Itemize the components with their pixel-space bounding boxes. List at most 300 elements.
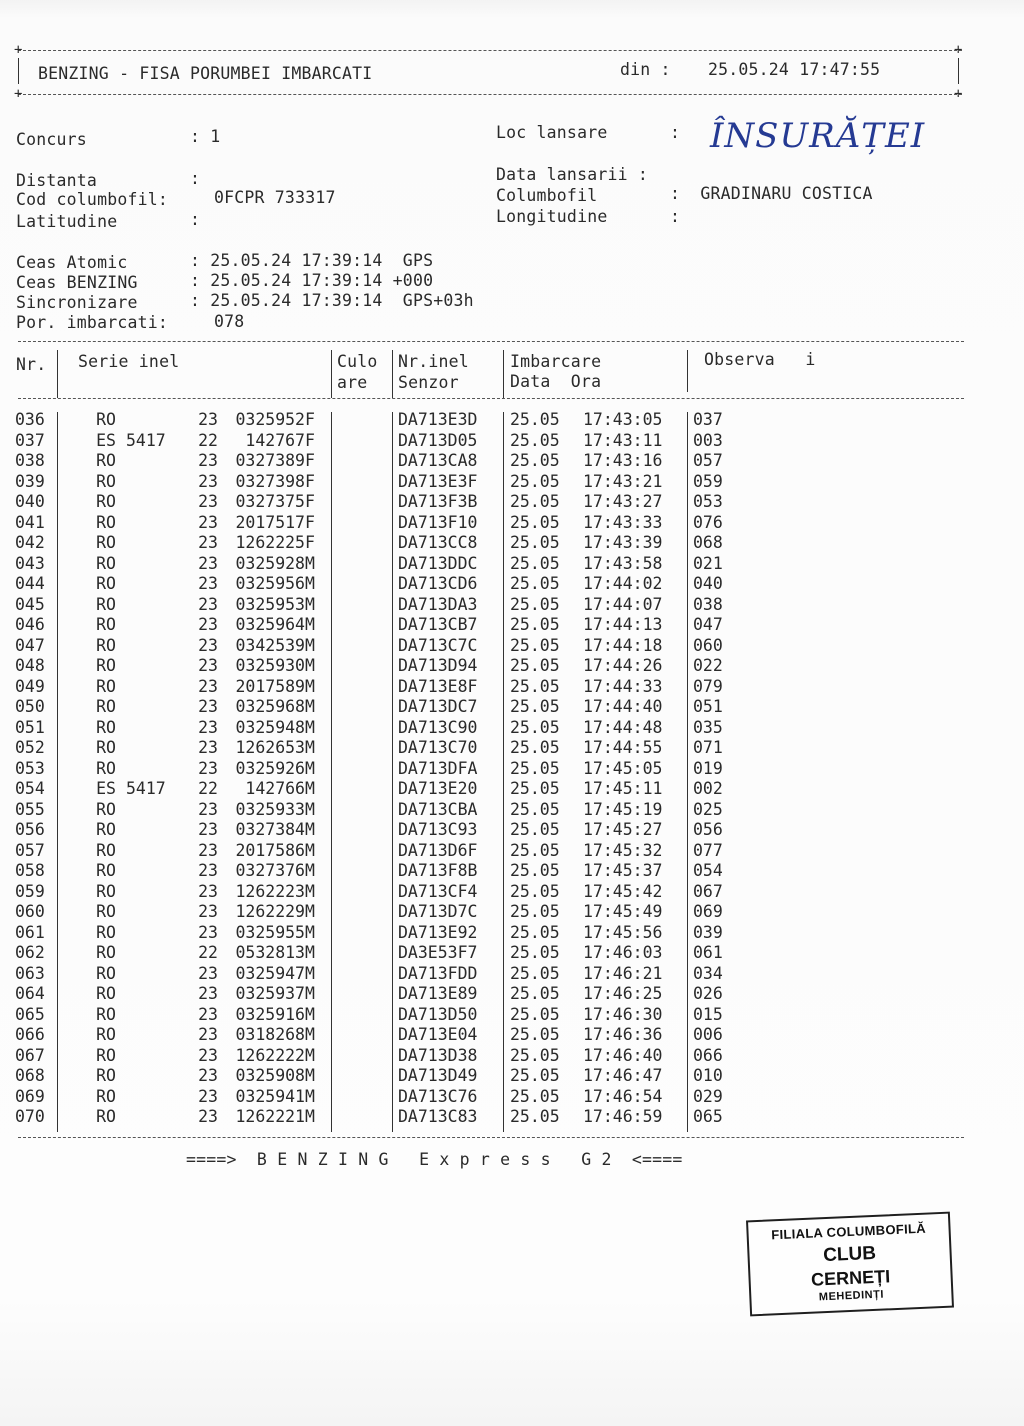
table-row [0, 964, 1024, 985]
row-sex: F [305, 471, 315, 491]
row-date: 25.05 [510, 430, 560, 450]
row-nr: 068 [15, 1066, 45, 1085]
row-country: RO [96, 656, 116, 675]
row-nr: 039 [15, 471, 45, 491]
table-row [0, 1025, 1024, 1046]
row-sensor-id: DA713D49 [398, 1066, 478, 1085]
row-ring-number: 0325953 [235, 594, 305, 614]
row-year: 23 [198, 676, 218, 696]
row-ring-number: 142766 [245, 779, 305, 798]
row-sex: F [305, 533, 315, 552]
row-observatii: 077 [693, 840, 723, 860]
row-observatii: 034 [693, 963, 723, 983]
col-header-culoare-2: are [337, 373, 368, 392]
row-country: RO [96, 574, 116, 593]
row-nr: 066 [15, 1025, 45, 1044]
table-row [0, 820, 1024, 841]
row-date: 25.05 [510, 1004, 560, 1024]
row-country: RO [96, 1045, 116, 1065]
concurs-label: Concurs [16, 130, 87, 149]
row-nr: 043 [15, 553, 45, 573]
row-nr: 042 [15, 533, 45, 552]
table-row [0, 697, 1024, 718]
row-country: RO [96, 820, 116, 839]
row-observatii: 069 [693, 902, 723, 921]
row-sex: M [305, 738, 315, 757]
row-sensor-id: DA713CF4 [398, 881, 478, 901]
row-sex: M [305, 717, 315, 737]
row-ring-number: 2017517 [235, 512, 305, 532]
row-nr: 053 [15, 758, 45, 778]
sincronizare-value: : 25.05.24 17:39:14 GPS+03h [190, 291, 474, 310]
row-time: 17:46:59 [583, 1107, 663, 1126]
row-country: RO [96, 902, 116, 921]
row-sex: M [305, 635, 315, 655]
row-observatii: 071 [693, 738, 723, 757]
row-nr: 037 [15, 430, 45, 450]
table-row [0, 677, 1024, 698]
row-sensor-id: DA713CA8 [398, 451, 478, 470]
row-nr: 041 [15, 512, 45, 532]
row-nr: 061 [15, 922, 45, 942]
ceas-atomic-label: Ceas Atomic [16, 253, 128, 272]
row-observatii: 003 [693, 430, 723, 450]
row-country: RO [96, 922, 116, 942]
row-ring-number: 0325968 [235, 697, 305, 716]
col-header-nr-inel-1: Nr.inel [398, 352, 469, 371]
row-ring-number: 0327389 [235, 451, 305, 470]
row-sex: F [305, 451, 315, 470]
row-country: RO [96, 410, 116, 429]
row-observatii: 051 [693, 697, 723, 716]
row-ring-number: 0325955 [235, 922, 305, 942]
row-year: 23 [198, 1066, 218, 1085]
row-ring-number: 142767 [245, 430, 305, 450]
row-time: 17:43:39 [583, 533, 663, 552]
row-observatii: 068 [693, 533, 723, 552]
table-row [0, 451, 1024, 472]
table-row [0, 636, 1024, 657]
row-observatii: 060 [693, 635, 723, 655]
row-date: 25.05 [510, 1025, 560, 1044]
footer-banner: ====> B E N Z I N G E x p r e s s G 2 <==== [186, 1150, 683, 1169]
row-time: 17:44:07 [583, 594, 663, 614]
row-ring-number: 0318268 [235, 1025, 305, 1044]
row-time: 17:44:55 [583, 738, 663, 757]
row-year: 23 [198, 1045, 218, 1065]
loc-lansare-label: Loc lansare [496, 123, 608, 142]
row-time: 17:46:54 [583, 1086, 663, 1106]
row-country: RO [96, 881, 116, 901]
table-row [0, 841, 1024, 862]
row-sensor-id: DA713E89 [398, 984, 478, 1003]
row-country: RO [96, 451, 116, 470]
table-header-bottom-border [18, 398, 964, 399]
row-observatii: 026 [693, 984, 723, 1003]
row-sex: M [305, 656, 315, 675]
row-nr: 059 [15, 881, 45, 901]
corner-mark: + [954, 42, 963, 58]
row-country: RO [96, 758, 116, 778]
row-ring-number: 0325933 [235, 799, 305, 819]
row-date: 25.05 [510, 615, 560, 634]
table-bottom-border [18, 1137, 964, 1138]
row-time: 17:43:05 [583, 410, 663, 429]
row-time: 17:45:27 [583, 820, 663, 839]
row-ring-number: 1262653 [235, 738, 305, 757]
row-country: RO [96, 533, 116, 552]
row-sensor-id: DA713D94 [398, 656, 478, 675]
row-time: 17:44:02 [583, 574, 663, 593]
row-sensor-id: DA713C70 [398, 738, 478, 757]
row-sensor-id: DA713D05 [398, 430, 478, 450]
row-nr: 069 [15, 1086, 45, 1106]
row-observatii: 054 [693, 861, 723, 880]
row-observatii: 057 [693, 451, 723, 470]
table-row [0, 902, 1024, 923]
row-sex: F [305, 492, 315, 511]
row-nr: 049 [15, 676, 45, 696]
row-ring-number: 0325941 [235, 1086, 305, 1106]
row-nr: 070 [15, 1107, 45, 1126]
row-country: ES [96, 779, 116, 798]
row-sensor-id: DA713D38 [398, 1045, 478, 1065]
row-ring-number: 0325956 [235, 574, 305, 593]
row-ring-number: 1262229 [235, 902, 305, 921]
row-observatii: 010 [693, 1066, 723, 1085]
row-country: RO [96, 799, 116, 819]
row-nr: 067 [15, 1045, 45, 1065]
row-ring-number: 0327398 [235, 471, 305, 491]
row-year: 23 [198, 410, 218, 429]
row-sex: M [305, 861, 315, 880]
row-sex: M [305, 799, 315, 819]
row-sex: M [305, 963, 315, 983]
row-year: 23 [198, 820, 218, 839]
row-nr: 050 [15, 697, 45, 716]
row-sensor-id: DA713DA3 [398, 594, 478, 614]
row-sex: M [305, 676, 315, 696]
row-time: 17:44:40 [583, 697, 663, 716]
longitudine-sep: : [670, 207, 681, 226]
row-time: 17:45:19 [583, 799, 663, 819]
row-time: 17:46:21 [583, 963, 663, 983]
row-country: RO [96, 984, 116, 1003]
row-nr: 062 [15, 943, 45, 962]
row-ring-number: 1262223 [235, 881, 305, 901]
row-sex: F [305, 410, 315, 429]
row-date: 25.05 [510, 738, 560, 757]
row-date: 25.05 [510, 656, 560, 675]
row-year: 23 [198, 471, 218, 491]
row-nr: 046 [15, 615, 45, 634]
row-date: 25.05 [510, 881, 560, 901]
col-header-nr: Nr. [16, 355, 47, 374]
table-row [0, 738, 1024, 759]
stamp-line-2: CLUB [822, 1242, 877, 1267]
row-observatii: 015 [693, 1004, 723, 1024]
row-date: 25.05 [510, 1045, 560, 1065]
row-year: 23 [198, 717, 218, 737]
row-ring-number: 0327376 [235, 861, 305, 880]
sincronizare-label: Sincronizare [16, 293, 138, 312]
row-year: 23 [198, 594, 218, 614]
row-sensor-id: DA713FDD [398, 963, 478, 983]
table-row [0, 554, 1024, 575]
row-observatii: 059 [693, 471, 723, 491]
row-sex: M [305, 922, 315, 942]
row-time: 17:43:27 [583, 492, 663, 511]
col-separator [57, 350, 58, 398]
row-year: 22 [198, 943, 218, 962]
row-time: 17:44:48 [583, 717, 663, 737]
row-year: 23 [198, 861, 218, 880]
row-sex: M [305, 594, 315, 614]
row-sensor-id: DA713E20 [398, 779, 478, 798]
row-sensor-id: DA713E8F [398, 676, 478, 696]
row-observatii: 006 [693, 1025, 723, 1044]
row-ring-number: 2017589 [235, 676, 305, 696]
row-sex: M [305, 902, 315, 921]
row-date: 25.05 [510, 861, 560, 880]
row-sensor-id: DA713D6F [398, 840, 478, 860]
row-date: 25.05 [510, 984, 560, 1003]
row-time: 17:45:37 [583, 861, 663, 880]
row-country: RO [96, 1025, 116, 1044]
row-ring-number: 1262222 [235, 1045, 305, 1065]
row-ring-number: 0325928 [235, 553, 305, 573]
row-country: RO [96, 943, 116, 962]
row-time: 17:43:11 [583, 430, 663, 450]
row-time: 17:45:49 [583, 902, 663, 921]
row-sensor-id: DA713CD6 [398, 574, 478, 593]
row-sex: M [305, 1045, 315, 1065]
row-date: 25.05 [510, 574, 560, 593]
table-row [0, 984, 1024, 1005]
table-row [0, 1066, 1024, 1087]
row-sensor-id: DA713F3B [398, 492, 478, 511]
row-nr: 044 [15, 574, 45, 593]
row-ring-number: 0325952 [235, 410, 305, 429]
row-observatii: 066 [693, 1045, 723, 1065]
header-left-border [18, 58, 19, 84]
table-row [0, 1107, 1024, 1128]
row-club-code: 5417 [126, 779, 166, 798]
row-year: 23 [198, 615, 218, 634]
row-year: 23 [198, 840, 218, 860]
row-sensor-id: DA713E3F [398, 471, 478, 491]
table-row [0, 718, 1024, 739]
row-sensor-id: DA713E3D [398, 410, 478, 429]
col-separator [503, 350, 504, 398]
cod-columbofil-label: Cod columbofil: [16, 190, 169, 209]
corner-mark: + [954, 86, 963, 102]
row-sensor-id: DA713CB7 [398, 615, 478, 634]
row-ring-number: 0327375 [235, 492, 305, 511]
club-stamp [746, 1212, 954, 1317]
latitudine-label: Latitudine [16, 212, 118, 231]
col-header-serie-inel: Serie inel [78, 352, 180, 371]
stamp-line-4: MEHEDINȚI [818, 1288, 885, 1304]
row-sex: M [305, 881, 315, 901]
row-sex: M [305, 1107, 315, 1126]
row-ring-number: 0325964 [235, 615, 305, 634]
table-row [0, 759, 1024, 780]
row-observatii: 053 [693, 492, 723, 511]
row-year: 23 [198, 984, 218, 1003]
row-observatii: 019 [693, 758, 723, 778]
header-top-border [18, 50, 962, 51]
row-time: 17:43:33 [583, 512, 663, 532]
row-nr: 063 [15, 963, 45, 983]
latitudine-sep: : [190, 210, 201, 229]
row-sensor-id: DA713C93 [398, 820, 478, 839]
row-time: 17:46:36 [583, 1025, 663, 1044]
row-date: 25.05 [510, 717, 560, 737]
row-sex: M [305, 943, 315, 962]
row-sensor-id: DA713D50 [398, 1004, 478, 1024]
row-time: 17:45:11 [583, 779, 663, 798]
row-country: RO [96, 717, 116, 737]
row-time: 17:44:13 [583, 615, 663, 634]
row-observatii: 021 [693, 553, 723, 573]
din-label: din : [620, 60, 671, 79]
row-date: 25.05 [510, 594, 560, 614]
row-time: 17:43:21 [583, 471, 663, 491]
row-time: 17:46:30 [583, 1004, 663, 1024]
row-sensor-id: DA713C83 [398, 1107, 478, 1126]
table-row [0, 472, 1024, 493]
row-nr: 047 [15, 635, 45, 655]
row-sex: M [305, 553, 315, 573]
row-country: RO [96, 615, 116, 634]
row-nr: 038 [15, 451, 45, 470]
row-country: RO [96, 635, 116, 655]
row-year: 23 [198, 881, 218, 901]
row-nr: 057 [15, 840, 45, 860]
row-ring-number: 1262221 [235, 1107, 305, 1126]
row-sex: M [305, 840, 315, 860]
row-country: RO [96, 492, 116, 511]
row-ring-number: 0325948 [235, 717, 305, 737]
row-year: 23 [198, 451, 218, 470]
distanta-label: Distanta [16, 171, 98, 190]
row-country: RO [96, 1004, 116, 1024]
row-country: RO [96, 1086, 116, 1106]
table-top-border [18, 341, 964, 342]
row-nr: 036 [15, 410, 45, 429]
col-separator [687, 350, 688, 392]
row-sensor-id: DA713C76 [398, 1086, 478, 1106]
row-observatii: 002 [693, 779, 723, 798]
row-sex: M [305, 697, 315, 716]
row-year: 23 [198, 533, 218, 552]
table-row [0, 431, 1024, 452]
row-date: 25.05 [510, 471, 560, 491]
row-time: 17:45:05 [583, 758, 663, 778]
row-time: 17:46:25 [583, 984, 663, 1003]
row-date: 25.05 [510, 533, 560, 552]
header-bottom-border [18, 94, 962, 95]
row-year: 23 [198, 799, 218, 819]
row-ring-number: 0325947 [235, 963, 305, 983]
row-date: 25.05 [510, 963, 560, 983]
row-country: RO [96, 471, 116, 491]
row-year: 23 [198, 963, 218, 983]
row-observatii: 065 [693, 1107, 723, 1126]
table-row [0, 882, 1024, 903]
row-country: RO [96, 840, 116, 860]
row-date: 25.05 [510, 635, 560, 655]
row-date: 25.05 [510, 492, 560, 511]
row-year: 23 [198, 574, 218, 593]
table-row [0, 574, 1024, 595]
row-sensor-id: DA713DFA [398, 758, 478, 778]
row-nr: 055 [15, 799, 45, 819]
table-row [0, 595, 1024, 616]
row-date: 25.05 [510, 451, 560, 470]
concurs-value: : 1 [190, 127, 221, 146]
row-observatii: 076 [693, 512, 723, 532]
row-sensor-id: DA713D7C [398, 902, 478, 921]
por-imbarcati-value: 078 [214, 312, 245, 331]
row-observatii: 079 [693, 676, 723, 696]
row-year: 23 [198, 738, 218, 757]
data-lansarii-label: Data lansarii : [496, 165, 649, 184]
document-title: BENZING - FISA PORUMBEI IMBARCATI [38, 64, 373, 83]
row-ring-number: 0325916 [235, 1004, 305, 1024]
row-country: RO [96, 1066, 116, 1085]
row-observatii: 056 [693, 820, 723, 839]
row-country: RO [96, 594, 116, 614]
ceas-benzing-value: : 25.05.24 17:39:14 +000 [190, 271, 434, 290]
row-nr: 040 [15, 492, 45, 511]
table-row [0, 779, 1024, 800]
row-country: RO [96, 697, 116, 716]
row-time: 17:44:18 [583, 635, 663, 655]
row-date: 25.05 [510, 1066, 560, 1085]
row-year: 23 [198, 922, 218, 942]
row-date: 25.05 [510, 410, 560, 429]
row-time: 17:43:58 [583, 553, 663, 573]
row-sex: M [305, 758, 315, 778]
row-sensor-id: DA713E04 [398, 1025, 478, 1044]
corner-mark: + [14, 42, 23, 58]
row-observatii: 047 [693, 615, 723, 634]
table-row [0, 861, 1024, 882]
row-year: 23 [198, 492, 218, 511]
row-sensor-id: DA713CBA [398, 799, 478, 819]
row-observatii: 022 [693, 656, 723, 675]
row-sex: M [305, 615, 315, 634]
row-date: 25.05 [510, 512, 560, 532]
table-row [0, 656, 1024, 677]
row-nr: 064 [15, 984, 45, 1003]
row-nr: 060 [15, 902, 45, 921]
columbofil-label: Columbofil [496, 186, 598, 205]
corner-mark: + [14, 86, 23, 102]
row-sex: F [305, 430, 315, 450]
row-observatii: 039 [693, 922, 723, 942]
row-time: 17:45:42 [583, 881, 663, 901]
row-date: 25.05 [510, 922, 560, 942]
row-ring-number: 1262225 [235, 533, 305, 552]
row-ring-number: 0325908 [235, 1066, 305, 1085]
table-row [0, 533, 1024, 554]
table-row [0, 513, 1024, 534]
row-year: 23 [198, 902, 218, 921]
row-observatii: 067 [693, 881, 723, 901]
